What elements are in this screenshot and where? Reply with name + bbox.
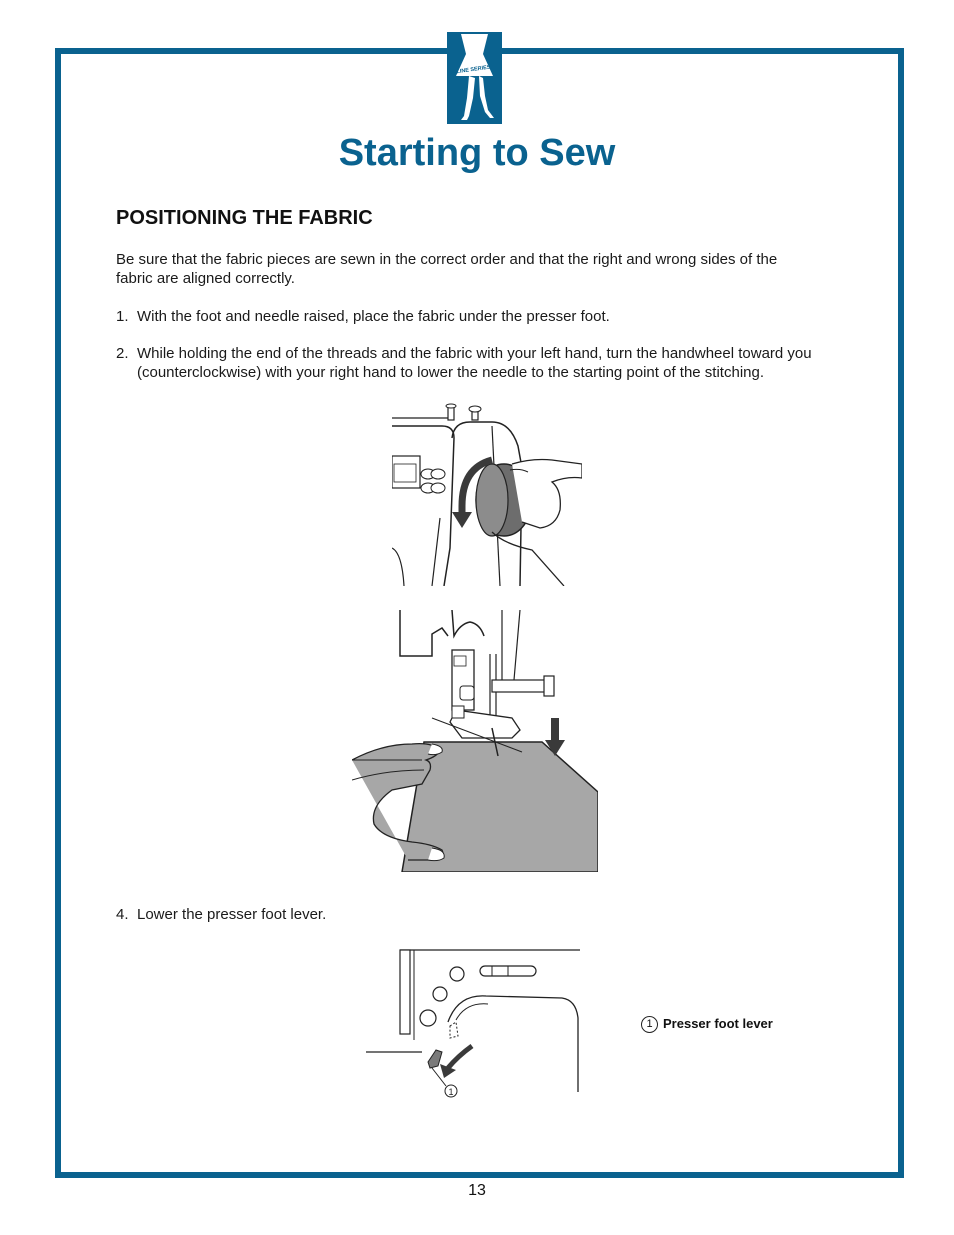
- brand-logo: [447, 32, 502, 124]
- section-heading: POSITIONING THE FABRIC: [116, 207, 373, 229]
- step-number: 1.: [116, 308, 129, 325]
- handwheel-illustration: [392, 398, 582, 586]
- step-line-1: While holding the end of the threads and the fabric with your left hand, turn the handwheel toward you: [137, 345, 812, 362]
- figure-marker: 1: [448, 1087, 454, 1097]
- intro-paragraph: [116, 250, 777, 288]
- step-text: [137, 344, 812, 382]
- step-number: 2.: [116, 345, 129, 362]
- callout-presser-foot-lever: [641, 1016, 773, 1033]
- logo-text: A-LINE SERIES: [450, 64, 491, 76]
- legs-logo-icon: [447, 32, 502, 124]
- callout-label: Presser foot lever: [663, 1016, 773, 1031]
- page-number: 13: [468, 1182, 486, 1199]
- step-1: [116, 307, 856, 327]
- presser-foot-lever-illustration: [362, 944, 582, 1106]
- intro-line-1: Be sure that the fabric pieces are sewn in the correct order and that the right and wrong sides of the: [116, 251, 778, 268]
- step-text: With the foot and needle raised, place the fabric under the presser foot.: [137, 308, 610, 325]
- intro-line-2: fabric are aligned correctly.: [116, 270, 295, 287]
- page-title: Starting to Sew: [338, 132, 616, 174]
- step-text: Lower the presser foot lever.: [137, 906, 327, 923]
- step-number: 4.: [116, 906, 129, 923]
- step-line-2: (counterclockwise) with your right hand to lower the needle to the starting point of the stitching.: [137, 364, 765, 381]
- step-2: [116, 344, 856, 384]
- step-4: [116, 905, 856, 925]
- callout-marker: 1: [641, 1016, 658, 1033]
- needle-fabric-illustration: [352, 610, 598, 872]
